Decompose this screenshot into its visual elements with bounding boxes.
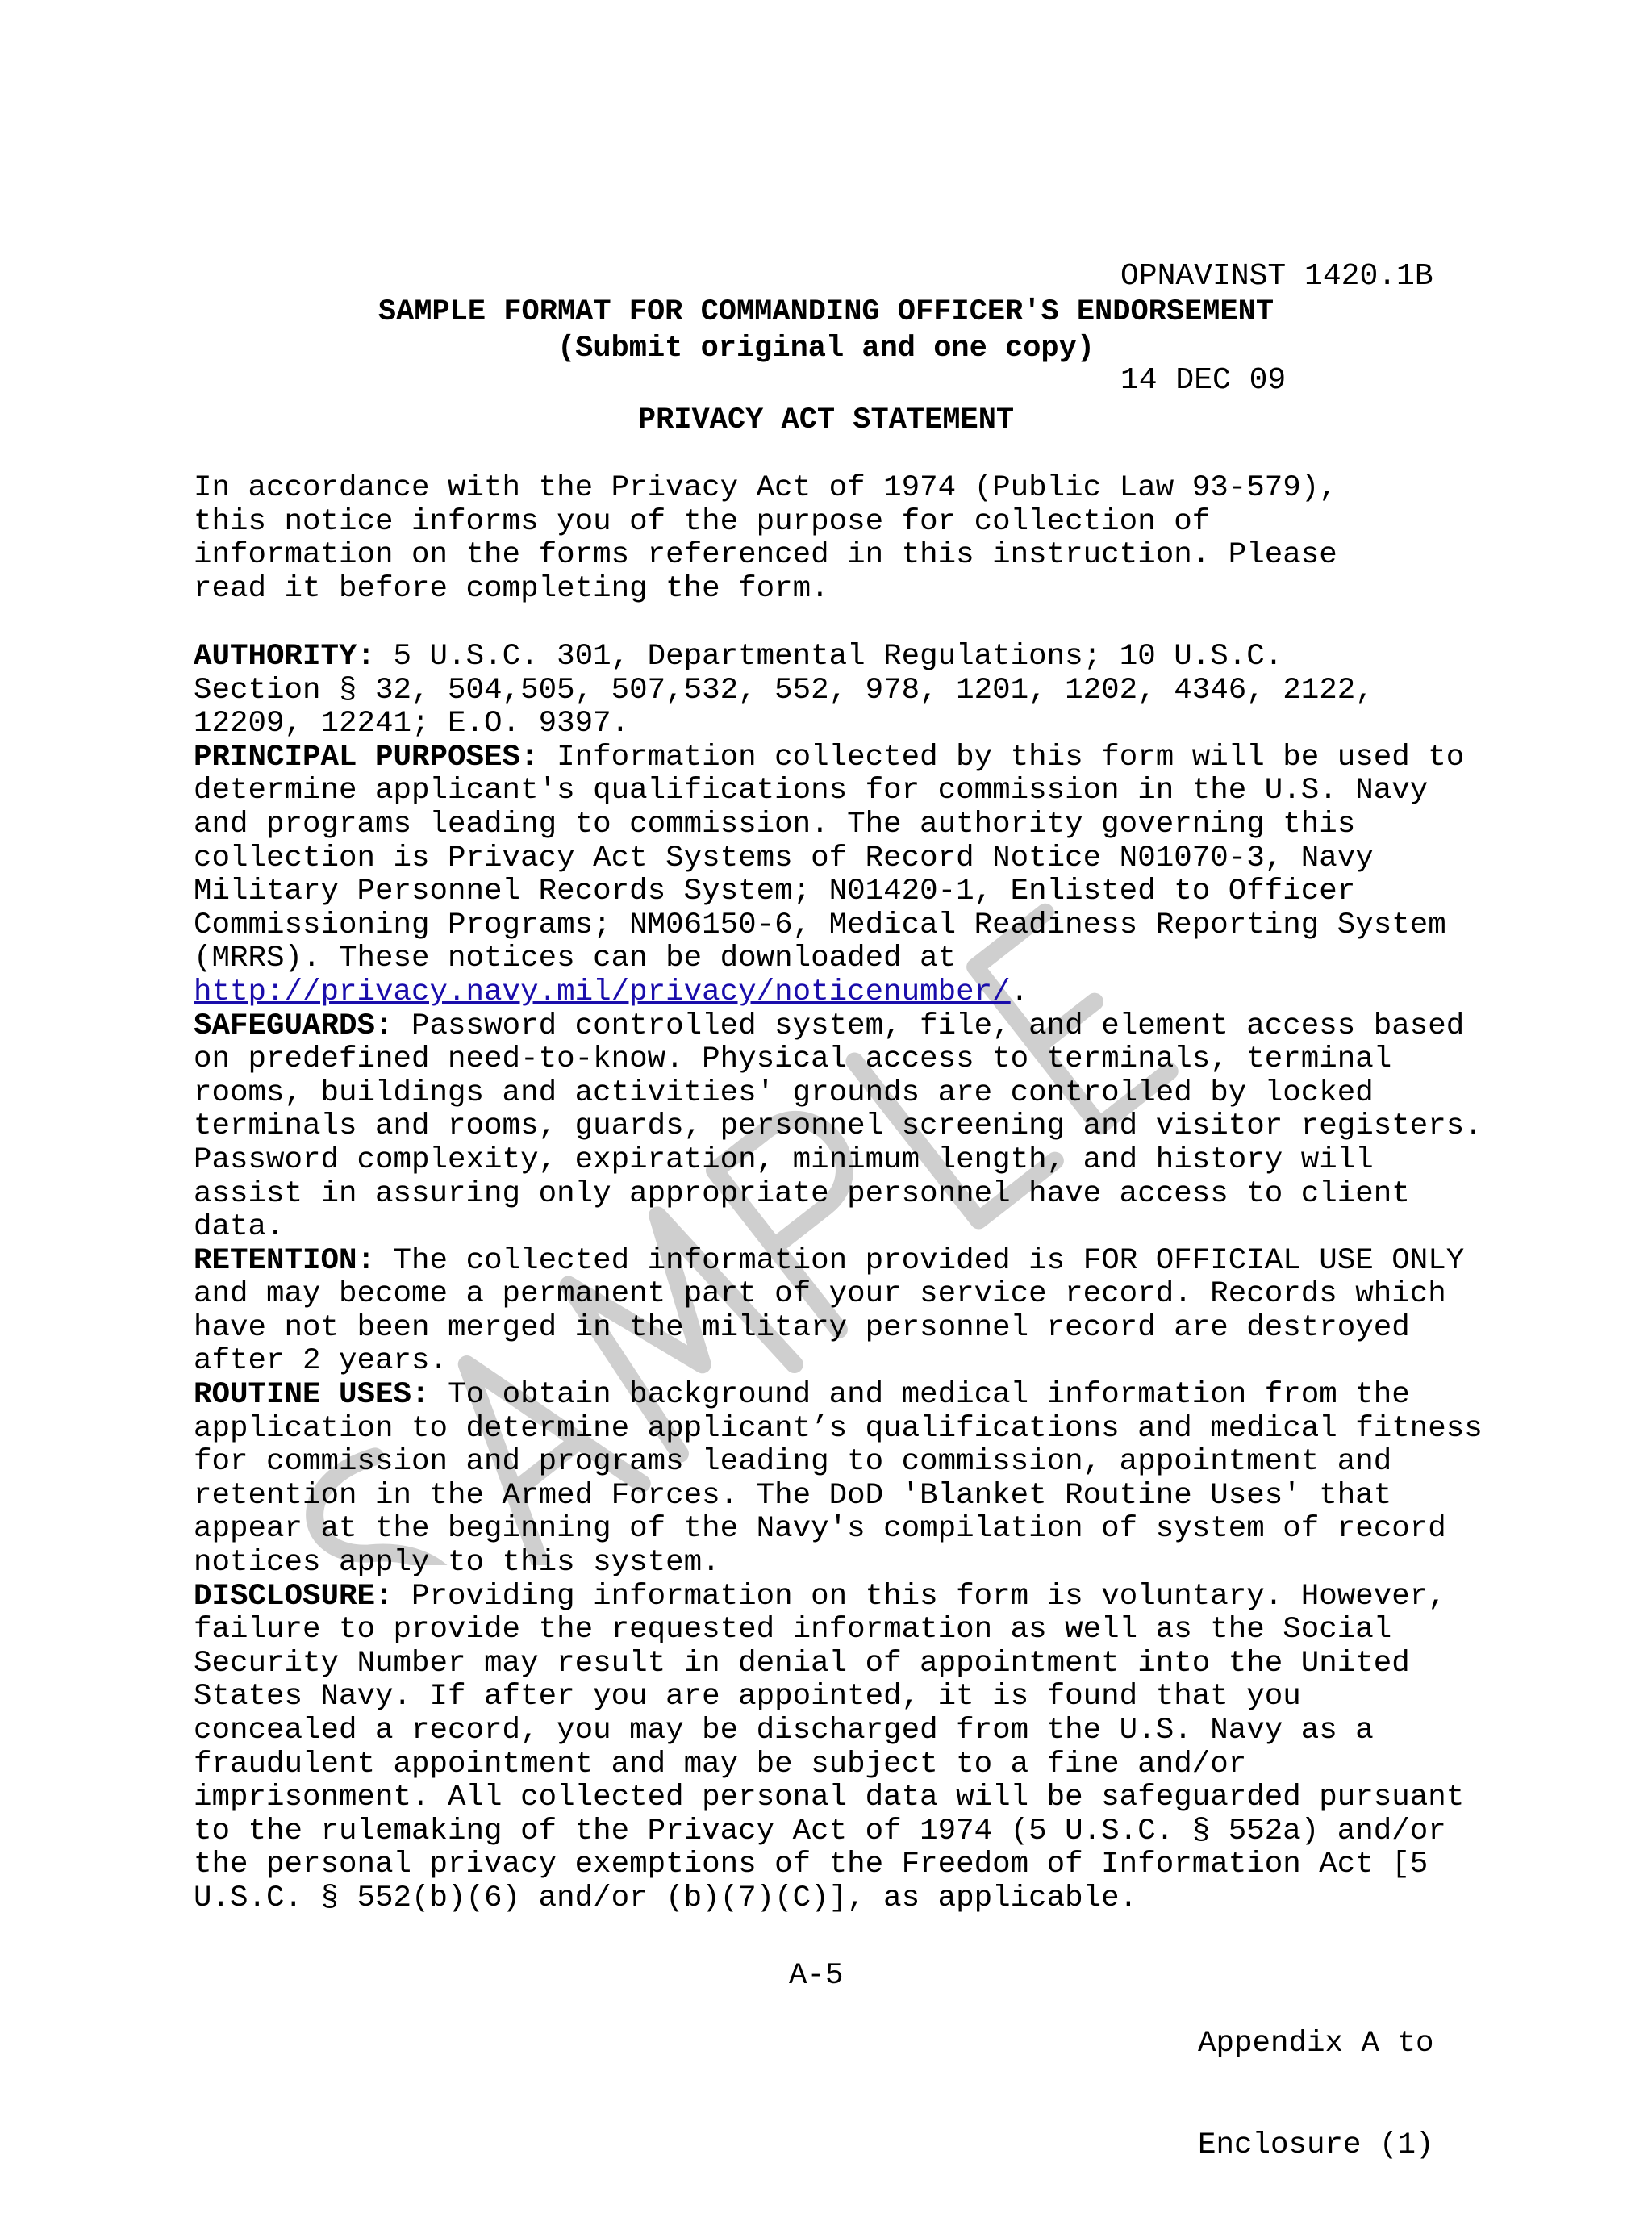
authority-text: 5 U.S.C. 301, Departmental Regulations; 10 U.S.C. Section § 32, 504,505, 507,532, 552, 978, 1201, 1202, 4346, 2122, 12209, 12241; E.O. 9397.: [194, 640, 1374, 741]
page-number: A-5: [789, 1959, 844, 1993]
instruction-number: OPNAVINST 1420.1B: [1120, 259, 1433, 294]
appendix-line-1: Appendix A to: [1198, 2027, 1434, 2061]
routine-uses-text: To obtain background and medical information from the application to determine applicant’s qualifications and medical fitness for commission and programs leading to commission, appointment and retention in the Armed Forces. The DoD 'Blanket Routine Uses' that appear at the beginning of the Navy's compilation of system of record notices apply to this system.: [194, 1378, 1483, 1581]
principal-purposes-section: [194, 741, 1516, 1010]
safeguards-label: SAFEGUARDS:: [194, 1009, 394, 1043]
intro-paragraph: In accordance with the Privacy Act of 1974 (Public Law 93-579), this notice informs you of the purpose for collection of information on the forms referenced in this instruction. Please read it before completing the form.: [194, 471, 1337, 606]
retention-text: The collected information provided is FOR OFFICIAL USE ONLY and may become a permanent part of your service record. Records which have not been merged in the military personnel record are destroyed after 2 years.: [194, 1243, 1465, 1379]
authority-label: AUTHORITY:: [194, 640, 376, 674]
privacy-notice-link[interactable]: http://privacy.navy.mil/privacy/noticenumber/: [194, 975, 1011, 1009]
principal-purposes-text: Information collected by this form will be used to determine applicant's qualifications for commission in the U.S. Navy and programs leading to commission. The authority governing this collection is Privacy Act Systems of Record Notice N01070-3, Navy Military Personnel Records System; N01420-1, Enlisted to Officer Commissioning Programs; NM06150-6, Medical Readiness Reporting System (MRRS). These notices can be downloaded at: [194, 740, 1465, 976]
appendix-line-2: Enclosure (1): [1198, 2128, 1434, 2162]
document-subtitle: (Submit original and one copy): [557, 332, 1095, 365]
appendix-reference: [1198, 1959, 1434, 2230]
document-title: SAMPLE FORMAT FOR COMMANDING OFFICER'S ENDORSEMENT: [378, 295, 1274, 329]
principal-purposes-end: .: [1010, 975, 1029, 1009]
routine-uses-label: ROUTINE USES:: [194, 1378, 430, 1413]
safeguards-text: Password controlled system, file, and element access based on predefined need-to-know. Physical access to terminals, terminal rooms, buildings and activities' grounds are controlled by locked terminals and rooms, guards, personnel screening and visitor registers. Password complexity, expiration, minimum length, and history will assist in assuring only appropriate personnel have access to client data.: [194, 1009, 1483, 1245]
disclosure-label: DISCLOSURE:: [194, 1579, 394, 1614]
statement-heading: PRIVACY ACT STATEMENT: [637, 403, 1015, 437]
instruction-date: 14 DEC 09: [1120, 363, 1287, 398]
retention-label: RETENTION:: [194, 1243, 376, 1278]
privacy-sections: [194, 641, 1516, 1916]
disclosure-text: Providing information on this form is voluntary. However, failure to provide the requested information as well as the Social Security Number may result in denial of appointment into the United States Navy. If after you are appointed, it is found that you concealed a record, you may be discharged from the U.S. Navy as a fraudulent appointment and may be subject to a fine and/or imprisonment. All collected personal data will be safeguarded pursuant to the rulemaking of the Privacy Act of 1974 (5 U.S.C. § 552a) and/or the personal privacy exemptions of the Freedom of Information Act [5 U.S.C. § 552(b)(6) and/or (b)(7)(C)], as applicable.: [194, 1579, 1465, 1915]
disclosure-section: [194, 1581, 1516, 1916]
retention-section: [194, 1245, 1516, 1379]
authority-section: [194, 641, 1516, 741]
routine-uses-section: [194, 1379, 1516, 1581]
principal-purposes-label: PRINCIPAL PURPOSES:: [194, 740, 539, 775]
safeguards-section: [194, 1010, 1516, 1245]
